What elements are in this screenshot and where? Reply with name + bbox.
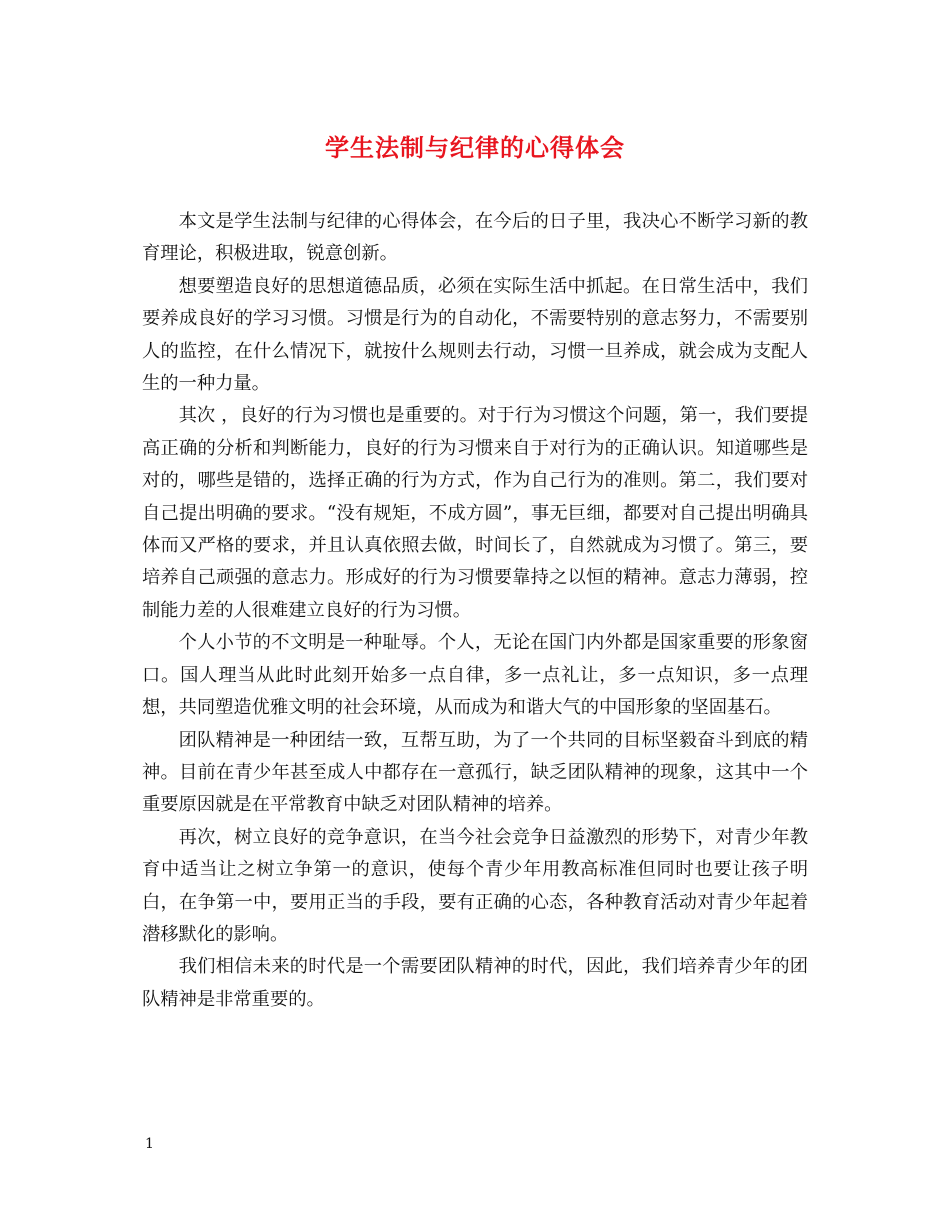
paragraph-1: 本文是学生法制与纪律的心得体会，在今后的日子里，我决心不断学习新的教育理论，积极进取，锐意创新。 bbox=[142, 211, 808, 265]
document-body bbox=[142, 206, 808, 1016]
paragraph-7: 我们相信未来的时代是一个需要团队精神的时代，因此，我们培养青少年的团队精神是非常重要的。 bbox=[142, 956, 808, 1010]
paragraph-6: 再次，树立良好的竞争意识，在当今社会竞争日益激烈的形势下，对青少年教育中适当让之树立争第一的意识，使每个青少年用教高标准但同时也要让孩子明白，在争第一中，要用正当的手段，要有正确的心态，各种教育活动对青少年起着潜移默化的影响。 bbox=[142, 826, 808, 945]
paragraph-4: 个人小节的不文明是一种耻辱。个人，无论在国门内外都是国家重要的形象窗口。国人理当从此时此刻开始多一点自律，多一点礼让，多一点知识，多一点理想，共同塑造优雅文明的社会环境，从而成为和谐大气的中国形象的坚固基石。 bbox=[142, 632, 808, 719]
page-number: 1 bbox=[145, 1136, 154, 1152]
document-title: 学生法制与纪律的心得体会 bbox=[325, 133, 625, 162]
paragraph-3: 其次 ，良好的行为习惯也是重要的。对于行为习惯这个问题，第一，我们要提高正确的分析和判断能力，良好的行为习惯来自于对行为的正确认识。知道哪些是对的，哪些是错的，选择正确的行为方式，作为自己行为的准则。第二，我们要对自己提出明确的要求。“没有规矩，不成方圆”，事无巨细，都要对自己提出明确具体而又严格的要求，并且认真依照去做，时间长了，自然就成为习惯了。第三，要培养自己顽强的意志力。形成好的行为习惯要靠持之以恒的精神。意志力薄弱，控制能力差的人很难建立良好的行为习惯。 bbox=[142, 405, 808, 621]
paragraph-5: 团队精神是一种团结一致，互帮互助，为了一个共同的目标坚毅奋斗到底的精神。目前在青少年甚至成人中都存在一意孤行，缺乏团队精神的现象，这其中一个重要原因就是在平常教育中缺乏对团队精神的培养。 bbox=[142, 729, 808, 816]
paragraph-2: 想要塑造良好的思想道德品质，必须在实际生活中抓起。在日常生活中，我们要养成良好的学习习惯。习惯是行为的自动化，不需要特别的意志努力，不需要别人的监控，在什么情况下，就按什么规则去行动，习惯一旦养成，就会成为支配人生的一种力量。 bbox=[142, 275, 808, 395]
